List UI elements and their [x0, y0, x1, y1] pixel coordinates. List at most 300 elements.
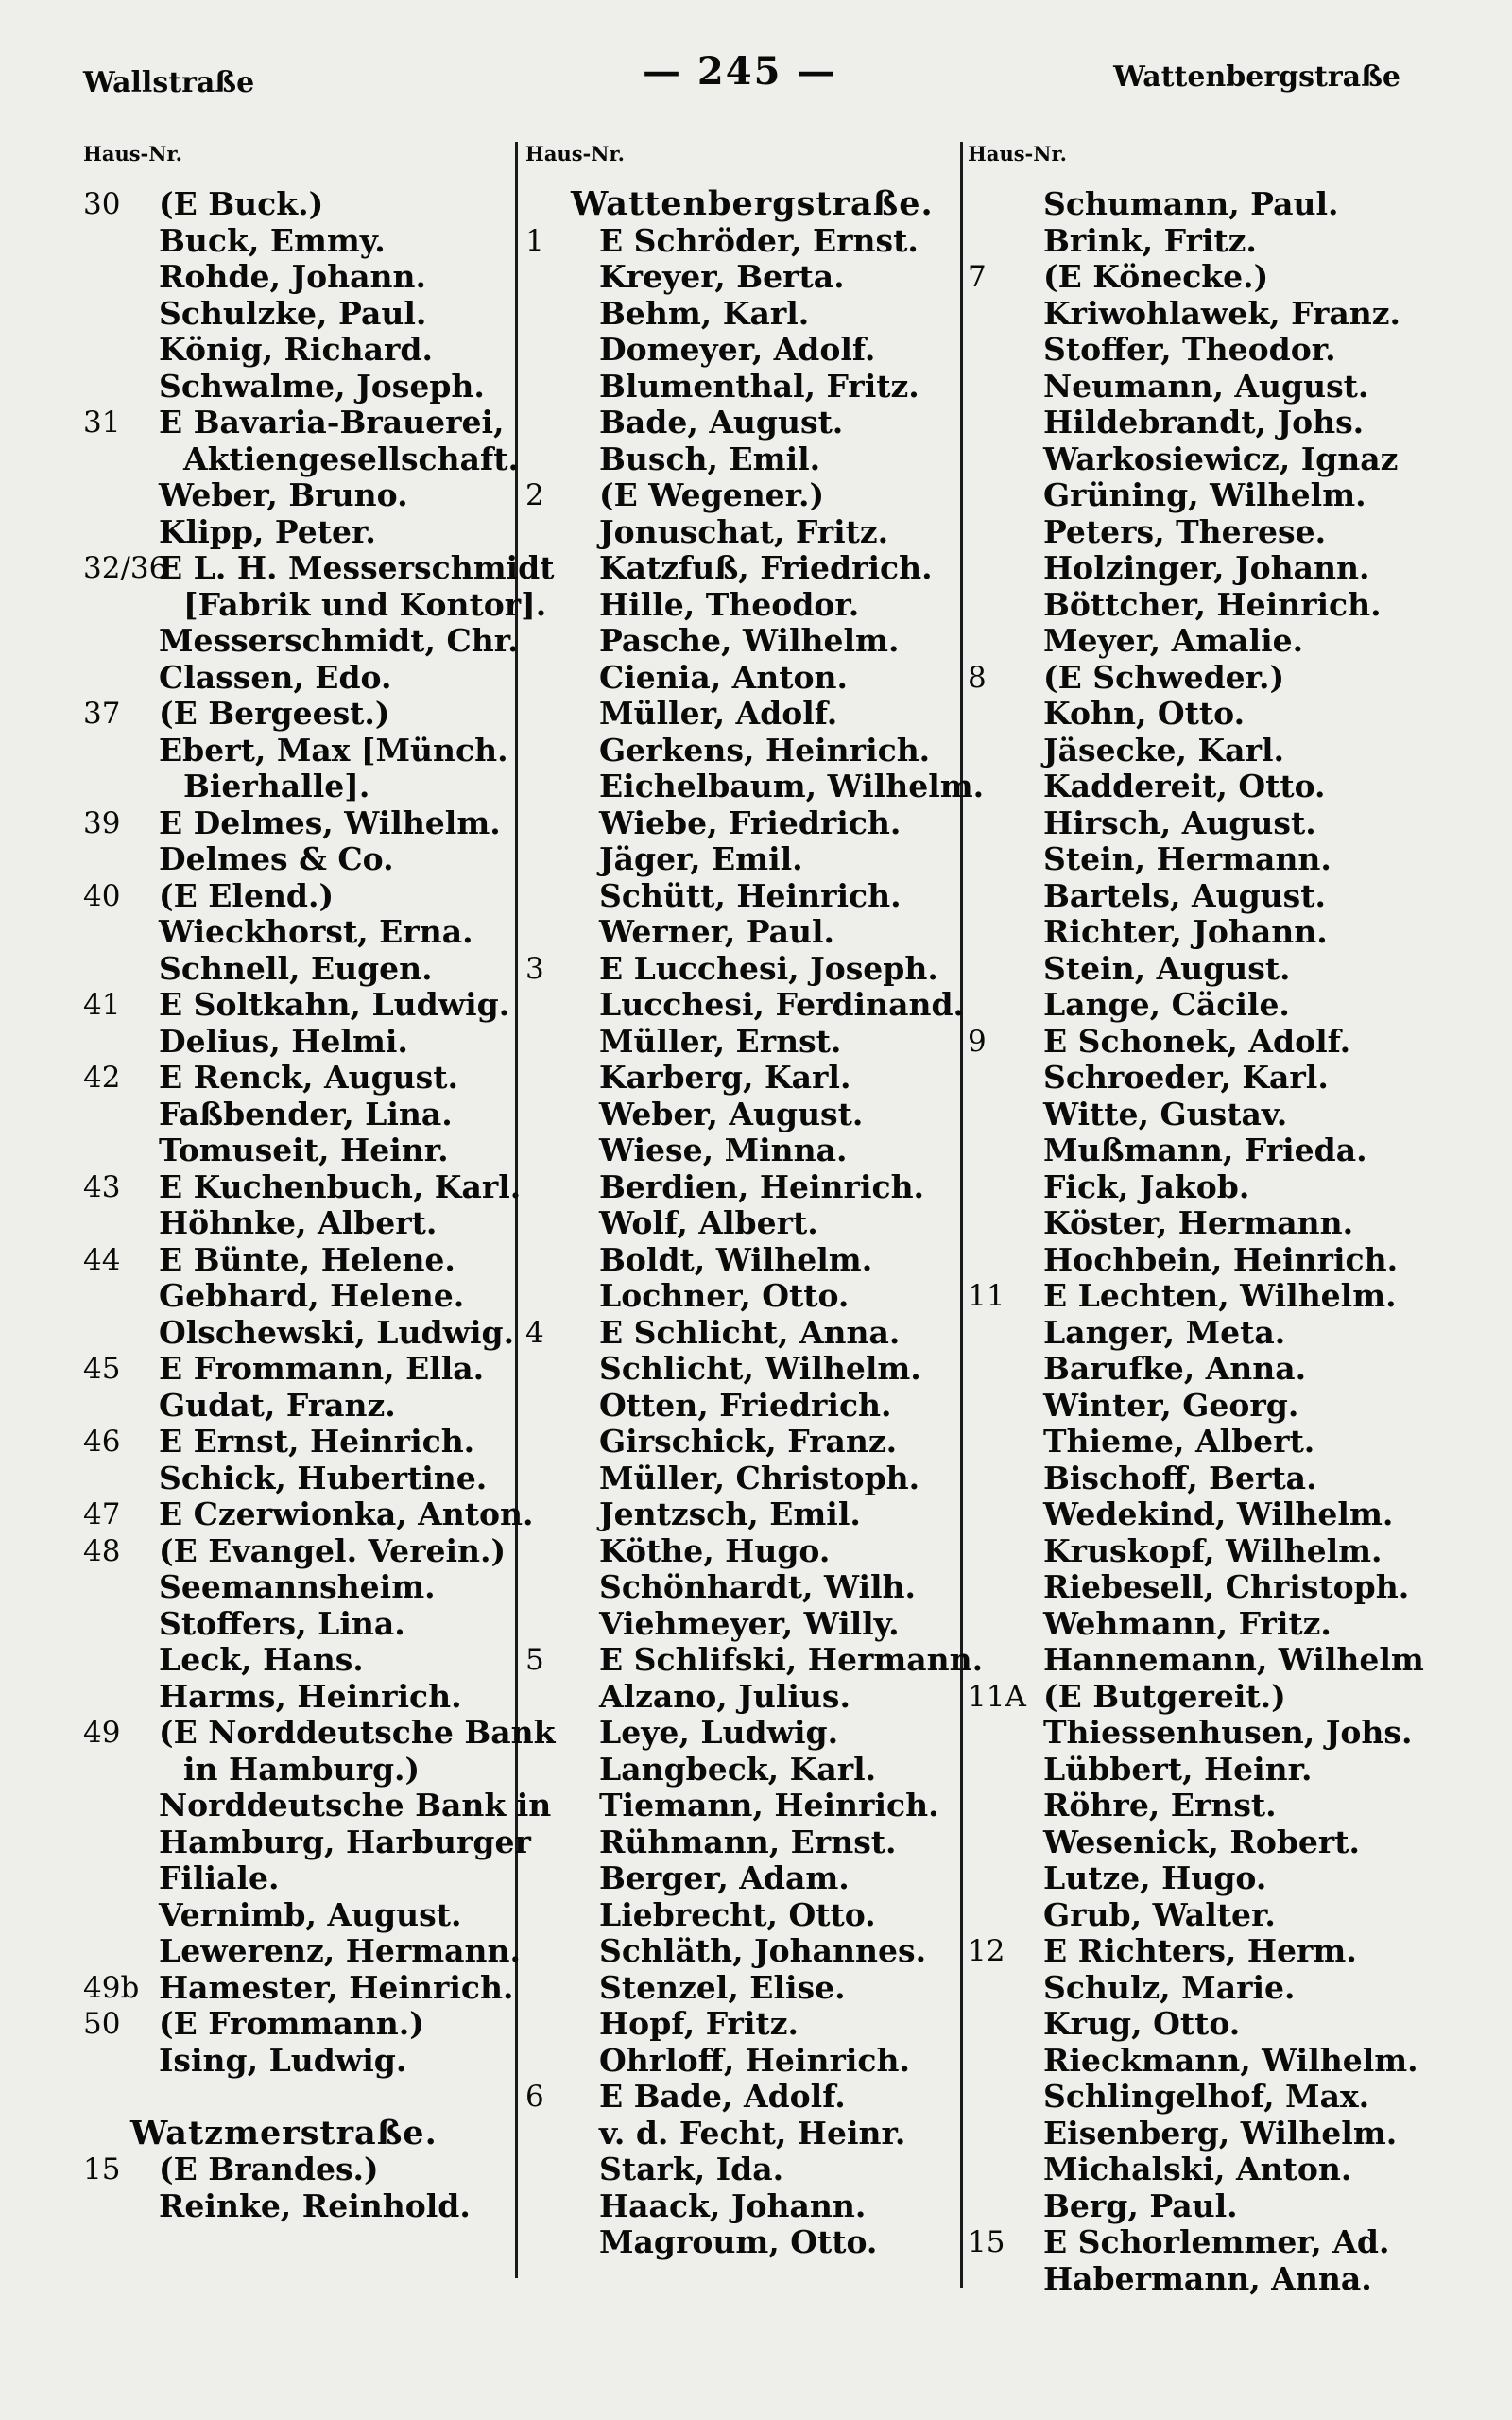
directory-line: [525, 2224, 955, 2261]
directory-line: [968, 878, 1497, 915]
resident-entry: Ohrloff, Heinrich.: [599, 2041, 910, 2079]
resident-entry: Norddeutsche Bank in: [159, 1787, 552, 1824]
resident-entry: Lucchesi, Ferdinand.: [599, 986, 965, 1023]
directory-line: [83, 223, 513, 260]
house-number: 44: [83, 1242, 121, 1277]
directory-line: [525, 1715, 955, 1752]
directory-line: [968, 369, 1497, 406]
resident-entry: Boldt, Wilhelm.: [599, 1240, 873, 1278]
directory-line: [968, 405, 1497, 441]
directory-line: [83, 1242, 513, 1279]
resident-entry: E Schonek, Adolf.: [1043, 1022, 1351, 1060]
resident-entry: Domeyer, Adolf.: [599, 331, 876, 368]
directory-line: [525, 1606, 955, 1643]
directory-line: [968, 332, 1497, 369]
directory-line: [525, 2006, 955, 2043]
resident-entry: Thiessenhusen, Johs.: [1043, 1714, 1413, 1751]
directory-line: [968, 1897, 1497, 1934]
resident-entry: Peters, Therese.: [1043, 512, 1327, 550]
resident-entry: Eichelbaum, Wilhelm.: [599, 768, 985, 804]
directory-line: [83, 1860, 513, 1897]
directory-line: [83, 549, 555, 587]
directory-line: [525, 259, 955, 296]
directory-line: [83, 2079, 513, 2116]
resident-entry: Warkosiewicz, Ignaz: [1043, 440, 1399, 477]
resident-entry: v. d. Fecht, Heinr.: [599, 2114, 906, 2152]
directory-line: [83, 1714, 556, 1752]
directory-line: [83, 1351, 513, 1388]
resident-entry: Faßbender, Lina.: [159, 1095, 453, 1132]
resident-entry: Stenzel, Elise.: [599, 1968, 846, 2006]
resident-entry: Barufke, Anna.: [1043, 1350, 1307, 1387]
directory-line: [968, 1024, 1497, 1061]
resident-entry: Krug, Otto.: [1043, 2005, 1241, 2042]
directory-line: [525, 2043, 955, 2080]
directory-line: [525, 405, 955, 441]
resident-entry: Kriwohlawek, Franz.: [1043, 294, 1401, 332]
resident-entry: Rühmann, Ernst.: [599, 1823, 897, 1860]
resident-entry: Girschick, Franz.: [599, 1423, 898, 1460]
house-number: 46: [83, 1425, 121, 1459]
directory-line: [83, 1642, 513, 1679]
resident-entry: Fick, Jakob.: [1043, 1167, 1250, 1205]
directory-line: [968, 805, 1497, 842]
directory-line: [968, 1788, 1497, 1824]
directory-line: [525, 2116, 955, 2152]
directory-line: [968, 1388, 1497, 1425]
house-number: 15: [83, 2152, 121, 2187]
directory-line: [525, 1169, 955, 1206]
house-number: 41: [83, 988, 121, 1022]
directory-line: [525, 550, 955, 587]
directory-line: [968, 1715, 1497, 1752]
resident-entry: Gebhard, Helene.: [159, 1277, 465, 1314]
resident-entry: Hamester, Heinrich.: [159, 1968, 514, 2006]
street-heading: [83, 2113, 513, 2152]
directory-line: [83, 1495, 534, 1533]
resident-entry: Grub, Walter.: [1043, 1895, 1276, 1933]
house-number: 6: [525, 2080, 544, 2114]
directory-line: [968, 914, 1497, 951]
resident-entry: Lewerenz, Hermann.: [159, 1932, 522, 1969]
resident-entry: Katzfuß, Friedrich.: [599, 549, 933, 586]
house-number: 40: [83, 878, 121, 913]
directory-line: [968, 186, 1497, 223]
resident-entry: Kreyer, Berta.: [599, 258, 845, 295]
house-number: 32/36: [83, 551, 168, 585]
column-2: [525, 184, 985, 2261]
resident-entry: Köster, Hermann.: [1043, 1204, 1354, 1241]
resident-entry: Thieme, Albert.: [1043, 1423, 1315, 1460]
directory-line: [525, 1679, 955, 1716]
resident-entry: Delmes & Co.: [159, 840, 394, 877]
directory-line: [83, 1679, 513, 1716]
directory-line: [83, 841, 513, 878]
directory-line: [968, 1860, 1497, 1897]
resident-entry: Kohn, Otto.: [1043, 695, 1246, 732]
house-number: 4: [525, 1315, 544, 1350]
directory-line: [83, 1606, 513, 1643]
resident-entry: Kaddereit, Otto.: [1043, 768, 1326, 804]
directory-line: [525, 1242, 955, 1279]
directory-line: [83, 1278, 513, 1315]
resident-entry: Witte, Gustav.: [1043, 1095, 1288, 1132]
house-number: 47: [83, 1497, 121, 1531]
directory-line: [525, 587, 955, 624]
resident-entry: E Bavaria-Brauerei,: [159, 404, 505, 441]
directory-line: [525, 623, 955, 660]
house-number: 50: [83, 2007, 121, 2041]
resident-entry: E Lechten, Wilhelm.: [1043, 1277, 1397, 1314]
resident-entry: Schlicht, Wilhelm.: [599, 1350, 921, 1387]
directory-line: [968, 1970, 1497, 2007]
running-head-left: Wallstraße: [83, 66, 255, 99]
resident-entry: Berger, Adam.: [599, 1859, 850, 1896]
directory-line: [83, 1897, 513, 1934]
house-number: 3: [525, 951, 544, 986]
resident-entry: Schick, Hubertine.: [159, 1459, 488, 1496]
directory-line: [525, 660, 955, 697]
house-number: 9: [968, 1024, 987, 1059]
resident-entry: Bade, August.: [599, 404, 844, 441]
resident-entry: E Soltkahn, Ludwig.: [159, 986, 510, 1023]
resident-entry: (E Brandes.): [159, 2151, 379, 2187]
directory-line: [83, 1060, 513, 1097]
resident-entry: E Czerwionka, Anton.: [159, 1495, 534, 1532]
directory-line: [83, 1970, 513, 2007]
resident-entry: Stein, August.: [1043, 949, 1291, 987]
resident-entry: Wieckhorst, Erna.: [159, 913, 473, 950]
directory-line: [525, 1278, 955, 1315]
resident-entry: (E Norddeutsche Bank: [159, 1714, 556, 1751]
directory-line: [525, 733, 955, 769]
resident-entry: [Fabrik und Kontor].: [183, 585, 547, 623]
resident-entry: Michalski, Anton.: [1043, 2151, 1352, 2187]
directory-line: [83, 1167, 522, 1206]
directory-line: [968, 2079, 1497, 2116]
resident-entry: Hirsch, August.: [1043, 804, 1316, 841]
directory-line: [83, 514, 513, 551]
directory-line: [968, 987, 1497, 1024]
resident-entry: Stein, Hermann.: [1043, 840, 1332, 877]
directory-line: [83, 1461, 513, 1497]
resident-entry: Bartels, August.: [1043, 876, 1326, 914]
resident-entry: Lübbert, Heinr.: [1043, 1750, 1313, 1788]
directory-line: [83, 1097, 513, 1133]
resident-entry: Bischoff, Berta.: [1043, 1459, 1317, 1496]
resident-entry: E Bade, Adolf.: [599, 2078, 846, 2115]
directory-line: [525, 1388, 955, 1425]
resident-entry: E Schlicht, Anna.: [599, 1313, 901, 1351]
resident-entry: Wedekind, Wilhelm.: [1043, 1495, 1394, 1532]
resident-entry: Tomuseit, Heinr.: [159, 1132, 449, 1168]
resident-entry: (E Elend.): [159, 876, 335, 914]
directory-line: [525, 986, 965, 1024]
directory-line: [83, 296, 513, 333]
directory-line: [525, 223, 955, 260]
directory-line: [83, 1205, 513, 1242]
resident-entry: Rieckmann, Wilhelm.: [1043, 2041, 1418, 2079]
resident-entry: (E Wegener.): [599, 476, 825, 513]
resident-entry: Jentzsch, Emil.: [599, 1495, 861, 1532]
resident-entry: Wiese, Minna.: [599, 1132, 848, 1168]
directory-line: [968, 587, 1497, 624]
house-number: 39: [83, 805, 121, 840]
resident-entry: Schönhardt, Wilh.: [599, 1568, 917, 1605]
resident-entry: Magroum, Otto.: [599, 2223, 878, 2260]
house-number: 12: [968, 1934, 1005, 1968]
directory-line: [525, 332, 955, 369]
resident-entry: Meyer, Amalie.: [1043, 622, 1304, 659]
directory-line: [525, 1569, 955, 1606]
resident-entry: Reinke, Reinhold.: [159, 2187, 471, 2224]
resident-entry: E Schlifski, Hermann.: [599, 1641, 984, 1678]
resident-entry: Weber, August.: [599, 1095, 864, 1132]
resident-entry: Schlingelhof, Max.: [1043, 2078, 1370, 2115]
resident-entry: Schumann, Paul.: [1043, 185, 1339, 222]
resident-entry: Mußmann, Frieda.: [1043, 1132, 1367, 1168]
resident-entry: Karberg, Karl.: [599, 1059, 851, 1096]
directory-line: [83, 1787, 552, 1824]
directory-line: [968, 1461, 1497, 1497]
resident-entry: Schulz, Marie.: [1043, 1968, 1296, 2006]
directory-line: [968, 1351, 1497, 1388]
directory-line: [525, 1897, 955, 1934]
directory-line: [968, 951, 1497, 988]
directory-line: [525, 1461, 955, 1497]
resident-entry: Schulzke, Paul.: [159, 294, 427, 332]
directory-line: [525, 1860, 955, 1897]
resident-entry: Brink, Fritz.: [1043, 221, 1257, 259]
resident-entry: Jonuschat, Fritz.: [599, 512, 889, 550]
directory-line: [968, 441, 1497, 478]
directory-line: [525, 2079, 955, 2116]
directory-line: [525, 1315, 955, 1352]
house-number: 43: [83, 1169, 121, 1204]
house-number: 49b: [83, 1970, 140, 2005]
resident-entry: Lange, Cäcile.: [1043, 986, 1290, 1023]
house-number: 15: [968, 2225, 1005, 2259]
directory-line: [83, 2152, 513, 2188]
resident-entry: E Schorlemmer, Ad.: [1043, 2223, 1390, 2260]
directory-line: [968, 1205, 1497, 1242]
resident-entry: Viehmeyer, Willy.: [599, 1604, 900, 1642]
directory-line: [83, 1388, 513, 1425]
directory-line: [83, 259, 513, 296]
directory-line: [83, 440, 519, 478]
resident-entry: Seemannsheim.: [159, 1568, 436, 1605]
directory-line: [968, 2006, 1497, 2043]
directory-line: [525, 805, 955, 842]
house-number: 49: [83, 1716, 121, 1750]
resident-entry: Müller, Christoph.: [599, 1459, 920, 1496]
resident-entry: Blumenthal, Fritz.: [599, 367, 919, 405]
resident-entry: E Lucchesi, Joseph.: [599, 949, 938, 987]
directory-line: [83, 914, 513, 951]
directory-line: [83, 696, 513, 733]
resident-entry: Hopf, Fritz.: [599, 2005, 799, 2042]
resident-entry: Lochner, Otto.: [599, 1277, 850, 1314]
directory-line: [968, 223, 1497, 260]
resident-entry: Wolf, Albert.: [599, 1204, 818, 1241]
directory-line: [968, 2116, 1497, 2152]
directory-line: [525, 1533, 955, 1570]
directory-line: [83, 2188, 513, 2225]
directory-line: [525, 1424, 955, 1461]
resident-entry: Schütt, Heinrich.: [599, 876, 902, 914]
resident-entry: (E Buck.): [159, 185, 324, 222]
directory-line: [968, 1242, 1497, 1279]
resident-entry: Stoffer, Theodor.: [1043, 331, 1336, 368]
resident-entry: Jäsecke, Karl.: [1043, 731, 1284, 769]
resident-entry: Hildebrandt, Johs.: [1043, 404, 1365, 441]
directory-line: [968, 2261, 1497, 2298]
resident-entry: Müller, Ernst.: [599, 1022, 842, 1060]
house-number: 8: [968, 660, 987, 695]
resident-entry: Liebrecht, Otto.: [599, 1895, 876, 1933]
resident-entry: Leck, Hans.: [159, 1641, 364, 1678]
directory-line: [968, 259, 1497, 296]
directory-line: [525, 369, 955, 406]
resident-entry: Hamburg, Harburger: [159, 1823, 531, 1860]
resident-entry: Winter, Georg.: [1043, 1386, 1299, 1424]
directory-line: [83, 878, 513, 915]
directory-line: [83, 585, 547, 624]
directory-line: [525, 696, 955, 733]
resident-entry: Holzinger, Johann.: [1043, 549, 1370, 586]
resident-entry: Schroeder, Karl.: [1043, 1059, 1329, 1096]
resident-entry: E Delmes, Wilhelm.: [159, 804, 501, 841]
directory-line: [968, 1424, 1497, 1461]
directory-line: [968, 1933, 1497, 1970]
house-number: 31: [83, 406, 121, 440]
resident-entry: Cienia, Anton.: [599, 658, 849, 696]
resident-entry: Kruskopf, Wilhelm.: [1043, 1531, 1383, 1569]
directory-line: [525, 1351, 955, 1388]
resident-entry: Richter, Johann.: [1043, 913, 1328, 950]
directory-line: [83, 1569, 513, 1606]
resident-entry: Wiebe, Friedrich.: [599, 804, 902, 841]
directory-line: [968, 2224, 1497, 2261]
directory-line: [525, 1097, 955, 1133]
directory-line: [525, 951, 955, 988]
resident-entry: E Frommann, Ella.: [159, 1350, 485, 1387]
resident-entry: E Renck, August.: [159, 1059, 458, 1096]
street-name: Watzmerstraße.: [130, 2113, 438, 2152]
resident-entry: Hochbein, Heinrich.: [1043, 1240, 1399, 1278]
directory-line: [525, 1641, 984, 1679]
directory-line: [83, 2006, 513, 2043]
directory-line: [525, 441, 955, 478]
directory-line: [525, 1024, 955, 1061]
resident-entry: Pasche, Wilhelm.: [599, 622, 900, 659]
directory-line: [525, 1824, 955, 1861]
directory-line: [968, 1679, 1497, 1716]
directory-line: [968, 623, 1497, 660]
resident-entry: Weber, Bruno.: [159, 476, 408, 513]
directory-line: [968, 1642, 1497, 1679]
resident-entry: Behm, Karl.: [599, 294, 810, 332]
resident-entry: (E Frommann.): [159, 2005, 424, 2042]
resident-entry: Langbeck, Karl.: [599, 1750, 877, 1788]
resident-entry: Otten, Friedrich.: [599, 1386, 892, 1424]
resident-entry: in Hamburg.): [183, 1750, 421, 1788]
directory-line: [83, 733, 513, 769]
resident-entry: (E Bergeest.): [159, 695, 390, 732]
resident-entry: Buck, Emmy.: [159, 221, 386, 259]
resident-entry: Classen, Edo.: [159, 658, 392, 696]
column-label: Haus-Nr.: [968, 142, 1067, 165]
resident-entry: Hannemann, Wilhelm: [1043, 1641, 1424, 1678]
directory-line: [525, 841, 955, 878]
house-number: 7: [968, 260, 987, 294]
column-3: [968, 186, 1497, 2297]
directory-line: [968, 550, 1497, 587]
house-number: 30: [83, 187, 121, 221]
resident-entry: Grüning, Wilhelm.: [1043, 476, 1366, 513]
resident-entry: Jäger, Emil.: [599, 840, 803, 877]
directory-line: [83, 1533, 513, 1570]
directory-line: [83, 622, 519, 660]
resident-entry: Berg, Paul.: [1043, 2187, 1238, 2224]
directory-line: [83, 1315, 513, 1352]
house-number: 48: [83, 1533, 121, 1568]
directory-line: [968, 1824, 1497, 1861]
directory-line: [83, 1132, 513, 1169]
resident-entry: E Bünte, Helene.: [159, 1240, 455, 1278]
resident-entry: (E Butgereit.): [1043, 1677, 1286, 1715]
directory-line: [968, 660, 1497, 697]
directory-line: [968, 1533, 1497, 1570]
running-head-right: Wattenbergstraße: [1113, 60, 1400, 94]
directory-line: [968, 1496, 1497, 1533]
directory-line: [525, 1970, 955, 2007]
resident-entry: Bierhalle].: [183, 768, 370, 804]
house-number: 11: [968, 1279, 1005, 1313]
directory-line: [83, 1823, 531, 1861]
street-heading: [525, 186, 955, 223]
resident-entry: Gudat, Franz.: [159, 1386, 396, 1424]
directory-line: [968, 1315, 1497, 1352]
directory-line: [525, 2188, 955, 2225]
resident-entry: Schnell, Eugen.: [159, 949, 433, 987]
directory-line: [968, 1060, 1497, 1097]
resident-entry: E Ernst, Heinrich.: [159, 1423, 475, 1460]
resident-entry: Köthe, Hugo.: [599, 1531, 831, 1569]
column-divider: [960, 142, 963, 2288]
resident-entry: Ebert, Max [Münch.: [159, 731, 508, 769]
house-number: 42: [83, 1061, 121, 1095]
resident-entry: Haack, Johann.: [599, 2187, 867, 2224]
house-number: 2: [525, 478, 544, 512]
directory-line: [525, 768, 985, 805]
resident-entry: Gerkens, Heinrich.: [599, 731, 931, 769]
directory-line: [968, 2188, 1497, 2225]
house-number: 1: [525, 223, 544, 258]
resident-entry: Stark, Ida.: [599, 2151, 784, 2187]
directory-line: [83, 2043, 513, 2080]
column-label: Haus-Nr.: [525, 142, 625, 165]
resident-entry: Langer, Meta.: [1043, 1313, 1286, 1351]
directory-line: [525, 1132, 955, 1169]
directory-line: [525, 1496, 955, 1533]
directory-line: [83, 1024, 513, 1061]
directory-line: [83, 1752, 513, 1789]
resident-entry: Ising, Ludwig.: [159, 2041, 407, 2079]
resident-entry: Röhre, Ernst.: [1043, 1787, 1277, 1824]
column-label: Haus-Nr.: [83, 142, 182, 165]
resident-entry: Wesenick, Robert.: [1043, 1823, 1361, 1860]
